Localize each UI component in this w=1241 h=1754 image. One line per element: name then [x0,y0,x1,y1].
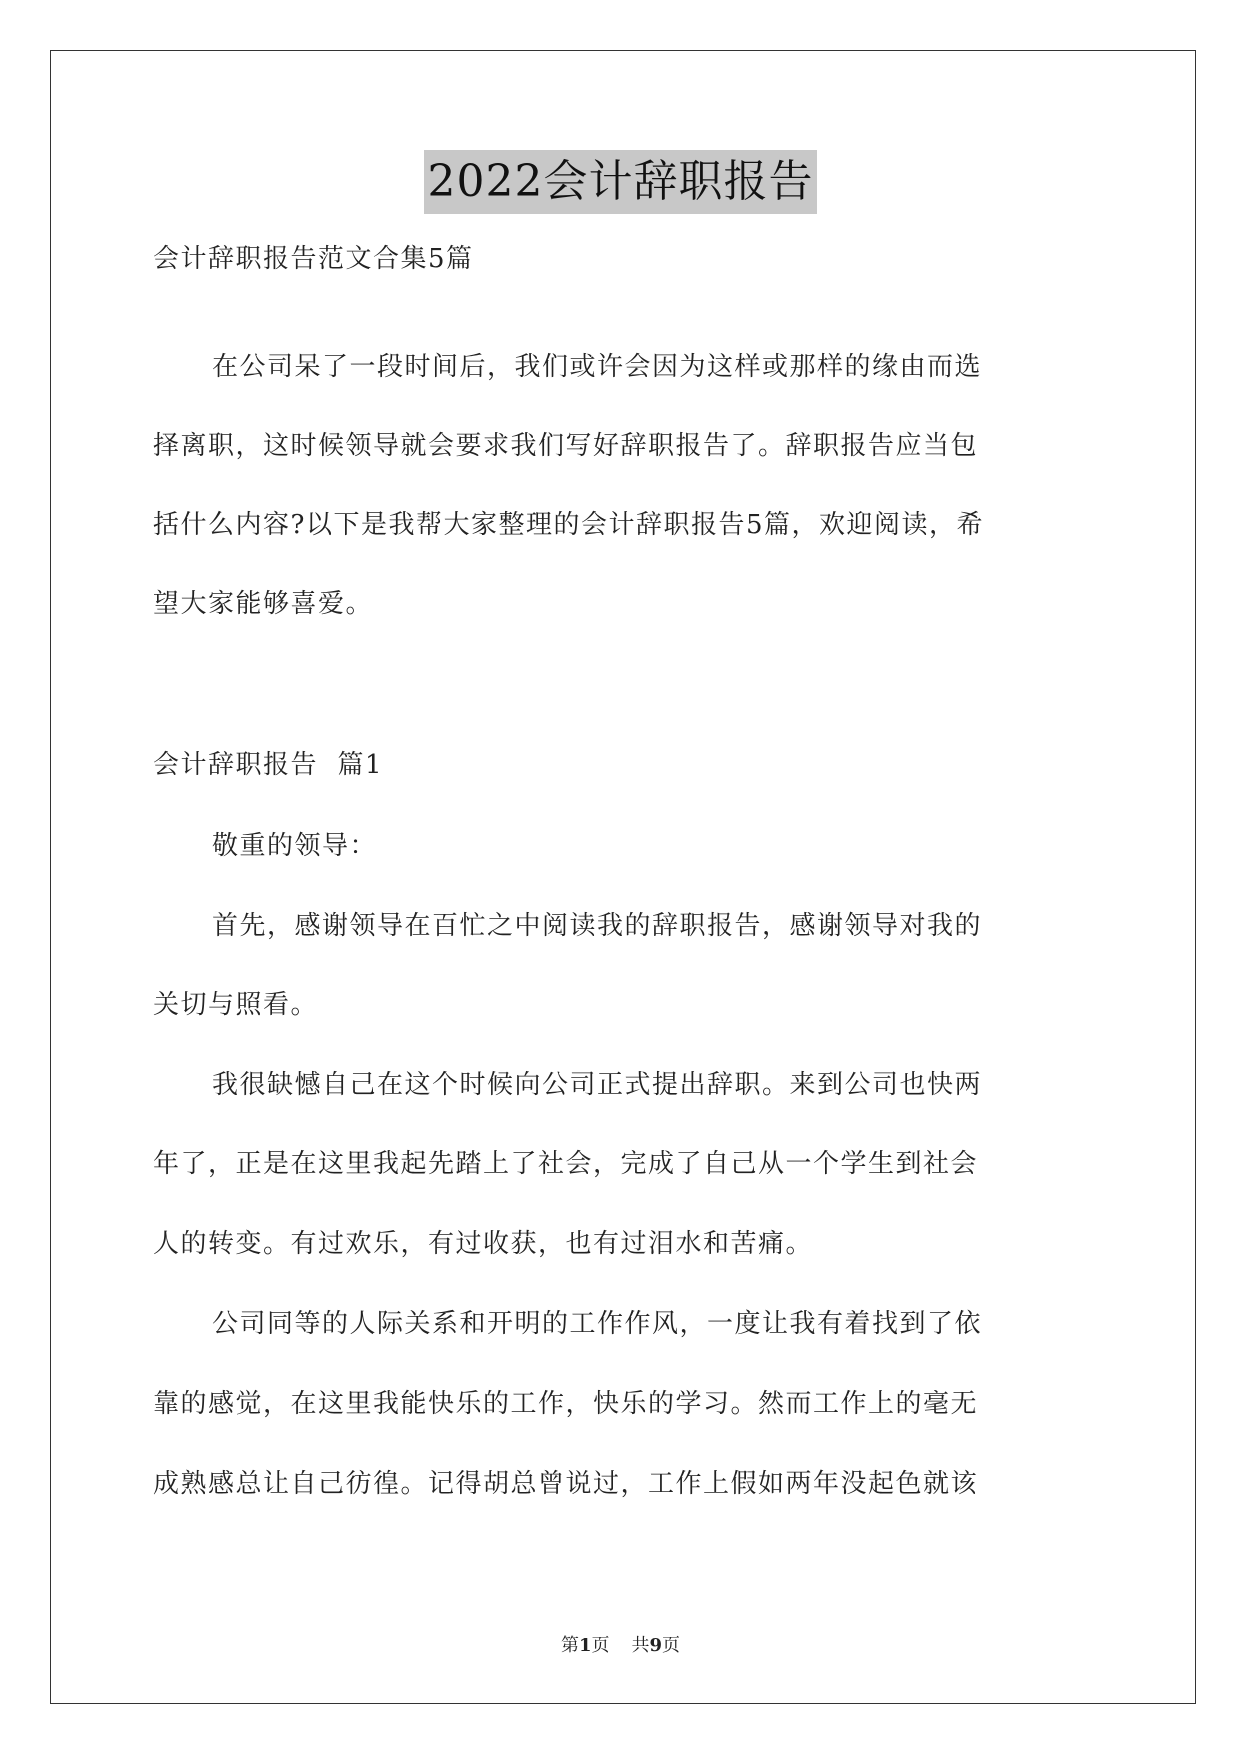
page-footer [0,1634,1241,1658]
total-pages: 9 [649,1635,663,1656]
total-label-suffix: 页 [662,1635,681,1656]
intro-line-4: 望大家能够喜爱。 [153,589,374,619]
title-container [0,150,1241,214]
body-line-5: 人的转变。有过欢乐，有过收获，也有过泪水和苦痛。 [153,1229,814,1259]
intro-line-2: 择离职，这时候领导就会要求我们写好辞职报告了。辞职报告应当包 [153,431,979,461]
intro-line-3: 括什么内容?以下是我帮大家整理的会计辞职报告5篇，欢迎阅读，希 [153,510,984,540]
page-label-suffix: 页 [591,1635,610,1656]
body-line-6: 公司同等的人际关系和开明的工作作风，一度让我有着找到了依 [212,1309,983,1339]
intro-line-1: 在公司呆了一段时间后，我们或许会因为这样或那样的缘由而选 [212,352,983,382]
salutation: 敬重的领导： [212,831,378,861]
body-line-2: 关切与照看。 [153,990,319,1020]
document-title: 2022会计辞职报告 [424,150,818,214]
section-heading: 会计辞职报告 篇1 [153,750,384,780]
document-subtitle: 会计辞职报告范文合集5篇 [153,244,474,274]
body-line-3: 我很缺憾自己在这个时候向公司正式提出辞职。来到公司也快两 [212,1070,983,1100]
body-line-1: 首先，感谢领导在百忙之中阅读我的辞职报告，感谢领导对我的 [212,911,983,941]
body-line-8: 成熟感总让自己彷徨。记得胡总曾说过，工作上假如两年没起色就该 [153,1469,979,1499]
total-label-prefix: 共 [631,1635,650,1656]
page-number: 1 [578,1635,592,1656]
body-line-4: 年了，正是在这里我起先踏上了社会，完成了自己从一个学生到社会 [153,1149,979,1179]
page-label-prefix: 第 [560,1635,579,1656]
page-border [50,50,1196,1704]
body-line-7: 靠的感觉，在这里我能快乐的工作，快乐的学习。然而工作上的毫无 [153,1389,979,1419]
